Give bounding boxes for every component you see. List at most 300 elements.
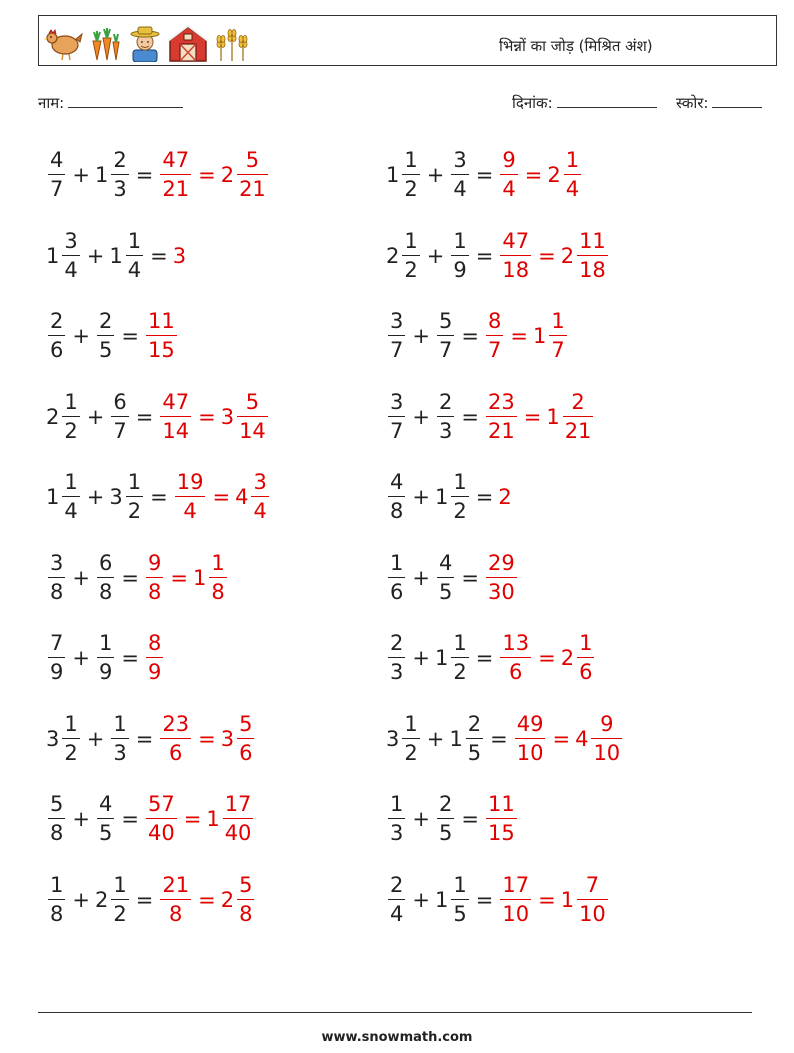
addend-b <box>449 228 470 282</box>
addend-b <box>95 311 116 361</box>
problem-item <box>46 382 270 452</box>
answer-mixed-whole: 2 <box>560 646 575 670</box>
answer-equals-sign: = <box>198 726 216 751</box>
answer-equals-sign: = <box>212 485 231 509</box>
answer <box>158 711 256 765</box>
equals-sign: = <box>490 726 508 751</box>
answer-improper <box>498 872 533 926</box>
answer-improper-fraction <box>146 550 163 604</box>
hen-icon <box>43 26 83 62</box>
problem-item <box>386 784 519 854</box>
problem-item <box>386 382 595 452</box>
addend-b-denominator: 3 <box>113 740 127 765</box>
addend-b-numerator: 3 <box>453 148 467 172</box>
answer-mixed-fraction <box>223 794 254 844</box>
addend-b-denominator: 9 <box>98 660 113 684</box>
answer-improper-numerator: 19 <box>176 470 204 494</box>
addend-a-numerator: 1 <box>404 148 418 172</box>
problem-item <box>46 704 256 774</box>
problem-item <box>46 623 165 693</box>
answer-improper-fraction <box>500 228 531 282</box>
addend-b-fraction <box>451 150 468 200</box>
addend-a-fraction-bar <box>402 738 419 739</box>
answer <box>513 711 624 765</box>
equals-sign: = <box>135 726 154 751</box>
addend-b-fraction-bar <box>111 174 128 175</box>
answer-improper-numerator: 11 <box>487 792 515 816</box>
addend-a-numerator: 1 <box>64 711 78 736</box>
addend-b-fraction-bar <box>451 899 468 900</box>
equals-sign: = <box>461 324 479 348</box>
addend-b-fraction <box>97 550 114 604</box>
addend-b-denominator: 2 <box>453 499 467 523</box>
addend-b-fraction-bar <box>451 657 468 658</box>
answer-mixed <box>206 794 255 844</box>
addend-b-fraction <box>111 389 128 443</box>
score-field <box>676 93 762 113</box>
addend-b <box>435 633 471 683</box>
problem-item <box>46 543 229 613</box>
problem-item <box>386 543 519 613</box>
answer-mixed-numerator: 1 <box>551 309 565 333</box>
addend-b-fraction <box>451 872 468 926</box>
score-label: स्कोर: <box>676 94 709 112</box>
addend-b-fraction <box>451 633 468 683</box>
answer <box>484 389 595 443</box>
answer-mixed <box>561 633 597 683</box>
addend-a-numerator: 1 <box>64 389 78 414</box>
answer-improper-fraction <box>146 311 177 361</box>
answer-improper-denominator: 7 <box>487 338 502 362</box>
addend-a-denominator: 9 <box>50 660 64 684</box>
addend-b <box>95 633 116 683</box>
addend-b <box>449 150 470 200</box>
footer-divider <box>38 1012 752 1013</box>
addend-b <box>109 228 145 282</box>
addend-a <box>386 472 407 522</box>
answer-mixed-fraction-bar <box>237 174 268 175</box>
answer-equals-sign: = <box>198 887 216 912</box>
answer-mixed-fraction <box>237 711 254 765</box>
addend-b-denominator: 3 <box>438 418 453 443</box>
answer <box>498 485 512 509</box>
answer-equals-sign: = <box>538 243 556 268</box>
problem-item <box>46 140 270 210</box>
addend-b-fraction-bar <box>97 818 114 819</box>
answer-improper-numerator: 11 <box>147 309 175 333</box>
answer-mixed-fraction-bar <box>237 416 268 417</box>
answer-mixed-whole: 2 <box>220 887 235 912</box>
addend-b-fraction <box>111 711 128 765</box>
addend-b-fraction <box>437 550 454 604</box>
plus-sign: + <box>72 324 90 348</box>
answer-equals-sign: = <box>198 163 216 187</box>
answer-mixed-denominator: 8 <box>239 901 253 926</box>
answer-equals-sign: = <box>198 404 216 429</box>
answer-improper-fraction-bar <box>500 657 531 658</box>
addend-a-fraction-bar <box>388 818 405 819</box>
addend-a-denominator: 4 <box>390 901 404 926</box>
answer-mixed-fraction-bar <box>577 657 594 658</box>
answer <box>158 872 256 926</box>
addend-a-numerator: 1 <box>390 550 404 575</box>
addend-a-numerator: 1 <box>64 470 78 494</box>
answer-improper-fraction-bar <box>486 416 517 417</box>
addend-a <box>46 633 67 683</box>
answer-mixed-numerator: 5 <box>239 872 253 897</box>
addend-a-numerator: 1 <box>50 872 64 897</box>
answer-improper <box>158 872 193 926</box>
answer-mixed-whole: 3 <box>220 726 235 751</box>
addend-a-fraction <box>388 389 405 443</box>
equals-sign: = <box>121 324 139 348</box>
name-label: नाम: <box>38 94 65 112</box>
answer-improper <box>498 228 533 282</box>
addend-a-fraction-bar <box>62 416 79 417</box>
addend-a <box>386 311 407 361</box>
addend-a <box>46 872 67 926</box>
answer <box>158 150 269 200</box>
answer-improper <box>484 311 505 361</box>
addend-a-fraction <box>48 633 65 683</box>
answer-improper-fraction-bar <box>486 335 503 336</box>
addend-a-denominator: 2 <box>404 177 418 201</box>
addend-a <box>386 794 407 844</box>
answer-improper-fraction <box>486 389 517 443</box>
addend-b <box>435 389 456 443</box>
addend-a-denominator: 8 <box>50 821 64 845</box>
answer-mixed <box>235 472 271 522</box>
addend-a-fraction <box>48 872 65 926</box>
answer-improper-fraction-bar <box>146 818 177 819</box>
addend-a-numerator: 4 <box>50 148 64 172</box>
answer-mixed-numerator: 5 <box>245 389 260 414</box>
answer-mixed-fraction-bar <box>223 818 254 819</box>
answer <box>498 150 583 200</box>
equals-sign: = <box>150 243 168 268</box>
addend-b-numerator: 1 <box>453 872 467 897</box>
addend-a-denominator: 8 <box>50 579 64 604</box>
addend-a-denominator: 4 <box>64 499 78 523</box>
answer-improper-fraction-bar <box>486 577 517 578</box>
answer-equals-sign: = <box>524 163 543 187</box>
addend-a-fraction <box>402 150 419 200</box>
addend-b-fraction-bar <box>126 255 143 256</box>
answer-mixed-fraction <box>577 633 594 683</box>
date-field <box>512 93 657 113</box>
answer-mixed-denominator: 21 <box>564 418 592 443</box>
answer-mixed-fraction <box>251 472 268 522</box>
addend-a-fraction <box>48 794 65 844</box>
answer-equals-sign: = <box>170 565 188 590</box>
addend-b-denominator: 5 <box>98 821 113 845</box>
answer-equals-sign: = <box>523 404 542 429</box>
equals-sign: = <box>150 485 168 509</box>
addend-a-fraction <box>388 311 405 361</box>
answer-mixed-numerator: 9 <box>600 711 614 736</box>
answer-improper-fraction-bar <box>160 738 191 739</box>
addend-a-numerator: 3 <box>390 309 404 333</box>
answer-improper-numerator: 47 <box>162 389 190 414</box>
addend-b-numerator: 4 <box>98 792 113 816</box>
addend-a-fraction-bar <box>48 577 65 578</box>
answer-mixed-denominator: 7 <box>551 338 565 362</box>
addend-b-denominator: 4 <box>453 177 467 201</box>
addend-b <box>94 872 131 926</box>
equals-sign: = <box>121 807 139 831</box>
addend-b-denominator: 2 <box>453 660 467 684</box>
answer-improper-denominator: 4 <box>183 499 197 523</box>
answer-mixed-whole: 1 <box>192 565 207 590</box>
plus-sign: + <box>412 565 430 590</box>
answer-mixed-denominator: 6 <box>579 660 593 684</box>
addend-b-whole: 1 <box>449 726 463 751</box>
plus-sign: + <box>86 404 105 429</box>
addend-b-fraction <box>466 711 483 765</box>
name-blank[interactable] <box>68 93 183 108</box>
addend-b-denominator: 5 <box>98 338 113 362</box>
equals-sign: = <box>475 887 494 912</box>
addend-a <box>386 872 407 926</box>
addend-a-fraction-bar <box>62 738 79 739</box>
answer-improper-denominator: 10 <box>516 740 544 765</box>
answer-improper-numerator: 21 <box>162 872 190 897</box>
answer-improper <box>513 711 548 765</box>
answer-improper-numerator: 57 <box>147 792 175 816</box>
answer-improper-fraction <box>160 872 191 926</box>
addend-b-fraction-bar <box>451 255 468 256</box>
addend-a <box>386 633 407 683</box>
answer-improper-numerator: 8 <box>147 631 162 655</box>
answer-improper-denominator: 8 <box>147 579 162 604</box>
addend-a-numerator: 1 <box>404 228 418 253</box>
answer-improper-numerator: 49 <box>516 711 544 736</box>
answer-mixed-whole: 1 <box>532 324 547 348</box>
addend-a-fraction-bar <box>48 818 65 819</box>
addend-b-numerator: 6 <box>113 389 127 414</box>
addend-a-fraction-bar <box>388 496 405 497</box>
addend-b-fraction-bar <box>111 738 128 739</box>
answer-mixed <box>221 150 270 200</box>
addend-b-denominator: 8 <box>98 579 113 604</box>
answer <box>498 228 609 282</box>
answer-improper-fraction-bar <box>146 657 163 658</box>
answer-mixed-numerator: 1 <box>565 148 580 172</box>
answer-mixed-denominator: 4 <box>253 499 267 523</box>
addend-a-fraction-bar <box>48 899 65 900</box>
answer-improper-denominator: 10 <box>502 901 530 926</box>
answer-mixed-numerator: 1 <box>211 550 225 575</box>
equals-sign: = <box>461 565 479 590</box>
answer-improper-fraction <box>486 794 517 844</box>
answer-mixed-whole: 3 <box>220 404 235 429</box>
addend-b-numerator: 1 <box>98 631 113 655</box>
addend-a-denominator: 8 <box>50 901 64 926</box>
answer-mixed-numerator: 7 <box>585 872 600 897</box>
addend-b-fraction-bar <box>437 335 454 336</box>
answer <box>144 550 229 604</box>
answer-improper-fraction <box>160 150 191 200</box>
plus-sign: + <box>72 163 90 187</box>
addend-a-fraction-bar <box>48 657 65 658</box>
plus-sign: + <box>412 324 430 348</box>
addend-a-fraction <box>48 311 65 361</box>
addend-b-denominator: 2 <box>113 901 127 926</box>
addend-b-fraction <box>451 472 468 522</box>
answer <box>144 633 165 683</box>
answer-improper-denominator: 40 <box>147 821 175 845</box>
addend-b-fraction <box>97 794 114 844</box>
answer-improper-fraction <box>500 150 517 200</box>
addend-a-whole: 2 <box>386 243 400 268</box>
answer-improper-fraction-bar <box>160 174 191 175</box>
addend-a-fraction <box>402 711 419 765</box>
equals-sign: = <box>121 646 139 670</box>
addend-a <box>46 150 67 200</box>
equals-sign: = <box>121 565 139 590</box>
plus-sign: + <box>86 243 105 268</box>
answer <box>173 244 187 268</box>
answer-improper-fraction-bar <box>515 738 546 739</box>
addend-a-numerator: 5 <box>50 792 64 816</box>
addend-a <box>46 311 67 361</box>
answer-improper-fraction <box>500 872 531 926</box>
answer-improper-fraction-bar <box>486 818 517 819</box>
addend-a-denominator: 8 <box>390 499 404 523</box>
answer-improper-fraction <box>160 711 191 765</box>
addend-b-fraction-bar <box>437 416 454 417</box>
plus-sign: + <box>72 565 90 590</box>
plus-sign: + <box>86 726 105 751</box>
answer-mixed-whole: 2 <box>547 163 561 187</box>
plus-sign: + <box>412 404 430 429</box>
header-box <box>38 15 777 66</box>
problem-item <box>386 140 583 210</box>
addend-b-denominator: 5 <box>453 901 467 926</box>
answer-mixed-whole: 1 <box>560 887 575 912</box>
answer-mixed-denominator: 10 <box>579 901 606 926</box>
answer-mixed-whole: 2 <box>560 243 575 268</box>
addend-b-fraction <box>437 794 454 844</box>
answer-improper-numerator: 29 <box>487 550 515 575</box>
addend-b-numerator: 1 <box>453 470 467 494</box>
problem-item <box>46 462 271 532</box>
addend-b-numerator: 2 <box>438 389 453 414</box>
answer-mixed-fraction-bar <box>591 738 622 739</box>
answer-mixed-fraction <box>591 711 622 765</box>
addend-b-fraction-bar <box>437 577 454 578</box>
equals-sign: = <box>135 887 154 912</box>
answer-mixed-fraction-bar <box>251 496 268 497</box>
answer-improper-denominator: 21 <box>162 177 190 201</box>
answer-mixed <box>575 711 624 765</box>
answer-improper-fraction <box>146 794 177 844</box>
answer-mixed-denominator: 6 <box>239 740 253 765</box>
score-blank[interactable] <box>712 93 762 108</box>
problem-item <box>46 221 187 291</box>
answer-improper <box>484 389 519 443</box>
answer-mixed-denominator: 21 <box>239 177 266 201</box>
plus-sign: + <box>426 726 445 751</box>
answer-equals-sign: = <box>552 726 571 751</box>
answer-mixed-denominator: 8 <box>211 579 225 604</box>
answer-mixed-whole: 4 <box>575 726 589 751</box>
plus-sign: + <box>72 807 90 831</box>
addend-a <box>386 550 407 604</box>
addend-b-fraction <box>97 311 114 361</box>
answer-mixed-fraction-bar <box>577 899 608 900</box>
answer <box>484 794 519 844</box>
addend-b-whole: 1 <box>434 646 449 670</box>
addend-b-numerator: 2 <box>467 711 482 736</box>
addend-a <box>46 550 67 604</box>
carrots-icon <box>87 26 123 62</box>
answer-improper-denominator: 18 <box>502 257 530 282</box>
addend-a-fraction <box>48 150 65 200</box>
answer-improper-fraction-bar <box>500 255 531 256</box>
addend-b-denominator: 3 <box>113 177 127 201</box>
addend-a-fraction-bar <box>388 577 405 578</box>
addend-b-denominator: 7 <box>113 418 127 443</box>
addend-b-fraction-bar <box>97 577 114 578</box>
problem-item <box>46 301 179 371</box>
answer-mixed-fraction-bar <box>563 416 594 417</box>
addend-b-fraction-bar <box>126 496 143 497</box>
addend-a-fraction-bar <box>388 416 405 417</box>
answer-mixed <box>220 389 270 443</box>
addend-b <box>109 472 145 522</box>
addend-b <box>435 311 456 361</box>
addend-a-denominator: 2 <box>64 740 78 765</box>
answer-improper-numerator: 17 <box>502 872 530 897</box>
answer-improper <box>144 550 165 604</box>
answer-improper-denominator: 6 <box>169 740 183 765</box>
answer-improper-fraction-bar <box>146 577 163 578</box>
answer-mixed-fraction-bar <box>549 335 566 336</box>
addend-b-numerator: 4 <box>438 550 453 575</box>
answer <box>173 472 271 522</box>
addend-a <box>46 228 82 282</box>
addend-b-fraction <box>111 872 128 926</box>
answer-mixed-fraction <box>209 550 226 604</box>
plus-sign: + <box>426 243 445 268</box>
addend-a-denominator: 7 <box>50 177 64 201</box>
answer-improper-fraction-bar <box>160 899 191 900</box>
addend-a-numerator: 3 <box>64 228 78 253</box>
addend-b-denominator: 9 <box>453 257 467 282</box>
addend-a-whole: 1 <box>46 485 60 509</box>
answer-mixed-whole: 4 <box>235 485 249 509</box>
addend-a <box>46 711 82 765</box>
answer-improper <box>498 633 533 683</box>
addend-b-whole: 2 <box>94 887 109 912</box>
date-blank[interactable] <box>557 93 657 108</box>
equals-sign: = <box>475 646 494 670</box>
addend-a-denominator: 6 <box>50 338 64 362</box>
answer-improper-numerator: 9 <box>147 550 162 575</box>
farmer-icon <box>127 24 163 62</box>
addend-b <box>435 472 471 522</box>
problem-item <box>386 301 569 371</box>
barn-icon <box>167 24 209 62</box>
answer-mixed-whole: 2 <box>220 163 235 187</box>
problem-item <box>46 784 255 854</box>
answer-mixed-fraction <box>237 150 268 200</box>
answer-equals-sign: = <box>183 807 202 831</box>
answer-equals-sign: = <box>538 646 556 670</box>
addend-a <box>46 389 82 443</box>
addend-a-numerator: 2 <box>390 872 404 897</box>
